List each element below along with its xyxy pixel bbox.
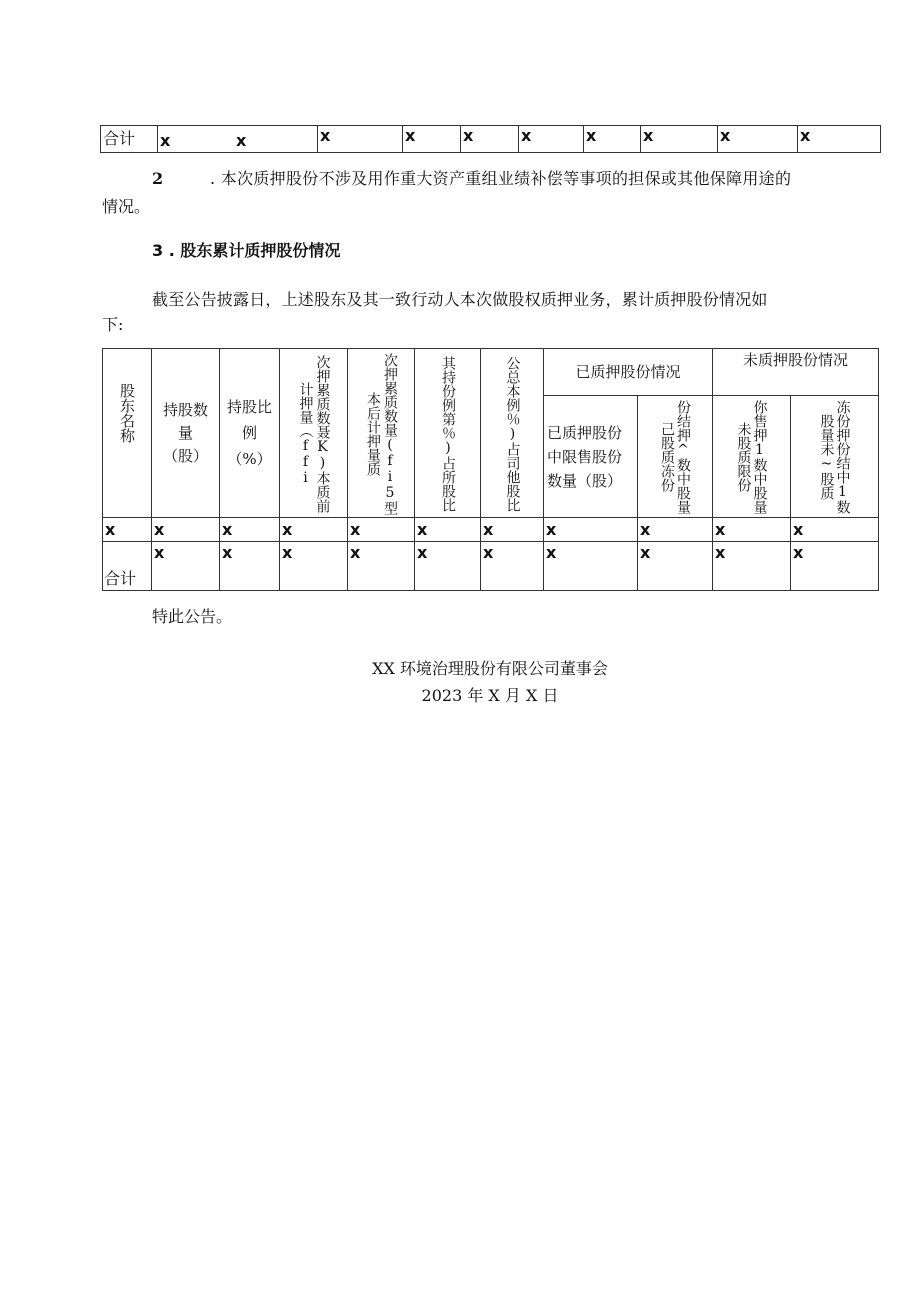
table-cell: x — [713, 518, 791, 542]
header-unpledged-restricted: 你售押1数中股量未股质限份 — [713, 396, 791, 518]
table-cell: x — [348, 518, 415, 542]
top-summary-table — [100, 125, 881, 153]
top-cell: x — [403, 126, 461, 153]
header-holding-ratio: 持股比例（%） — [220, 349, 280, 518]
header-before-pledge: 次押累质数聂K)本质前计押量（ffi — [280, 349, 348, 518]
header-unpledged-frozen: 冻份押份结中1数股量未~股质 — [791, 396, 879, 518]
header-after-pledge: 次押累质数量(fi5型本后计押量质 — [348, 349, 415, 518]
header-pledged-frozen: 份结押^数中股量己股质冻份 — [638, 396, 713, 518]
table-cell: x — [791, 542, 879, 591]
table-cell: x — [713, 542, 791, 591]
table-cell: x — [280, 518, 348, 542]
top-cell: x — [641, 126, 718, 153]
total-label: 合计 — [103, 542, 152, 591]
table-cell: x — [220, 518, 280, 542]
section2-line1: . 本次质押股份不涉及用作重大资产重组业绩补偿等事项的担保或其他保障用途的 — [210, 169, 792, 188]
table-cell: x — [415, 542, 481, 591]
table-cell: x — [280, 542, 348, 591]
header-shares-held: 持股数量（股） — [152, 349, 220, 518]
top-cell: x — [798, 126, 881, 153]
top-cell: x — [584, 126, 641, 153]
table-cell: x — [220, 542, 280, 591]
closing-date: 2023 年 X 月 X 日 — [421, 686, 559, 705]
table-cell: x — [152, 542, 220, 591]
closing-notice: 特此公告。 — [152, 607, 233, 626]
header-pledged-group: 已质押股份情况 — [544, 349, 713, 396]
table-cell: x — [638, 542, 713, 591]
table-cell: x — [152, 518, 220, 542]
table-cell: x — [791, 518, 879, 542]
table-cell: x — [481, 542, 544, 591]
table-total-row — [103, 542, 879, 591]
top-cell: x — [318, 126, 403, 153]
header-pledged-restricted: 已质押股份中限售股份数量（股） — [544, 396, 638, 518]
table-cell: x — [481, 518, 544, 542]
header-own-ratio: 其持份例第％)占所股比 — [415, 349, 481, 518]
top-cell: x — [718, 126, 798, 153]
section2-line2: 情况。 — [102, 197, 151, 216]
section3-heading: 3 . 股东累计质押股份情况 — [152, 241, 341, 260]
top-cell: x — [461, 126, 519, 153]
table-cell: x — [544, 542, 638, 591]
header-unpledged-group: 未质押股份情况 — [713, 349, 879, 396]
header-company-ratio: 公总本例％)占司他股比 — [481, 349, 544, 518]
table-cell: x — [638, 518, 713, 542]
table-cell: x — [348, 542, 415, 591]
section2-number: 2 — [152, 169, 164, 188]
total-label: 合计 — [101, 126, 158, 153]
table-cell: x — [103, 518, 152, 542]
table-cell: x — [415, 518, 481, 542]
pledge-table — [102, 348, 879, 591]
section3-para-line1: 截至公告披露日，上述股东及其一致行动人本次做股权质押业务，累计质押股份情况如 — [152, 290, 768, 309]
header-shareholder-name: 股东名称 — [103, 349, 152, 518]
section3-para-line2: 下: — [102, 315, 124, 334]
top-cell: x — [519, 126, 584, 153]
closing-company: XX 环境治理股份有限公司董事会 — [372, 659, 608, 678]
table-row — [103, 518, 879, 542]
table-cell: x — [544, 518, 638, 542]
top-cell: x x — [158, 126, 318, 153]
